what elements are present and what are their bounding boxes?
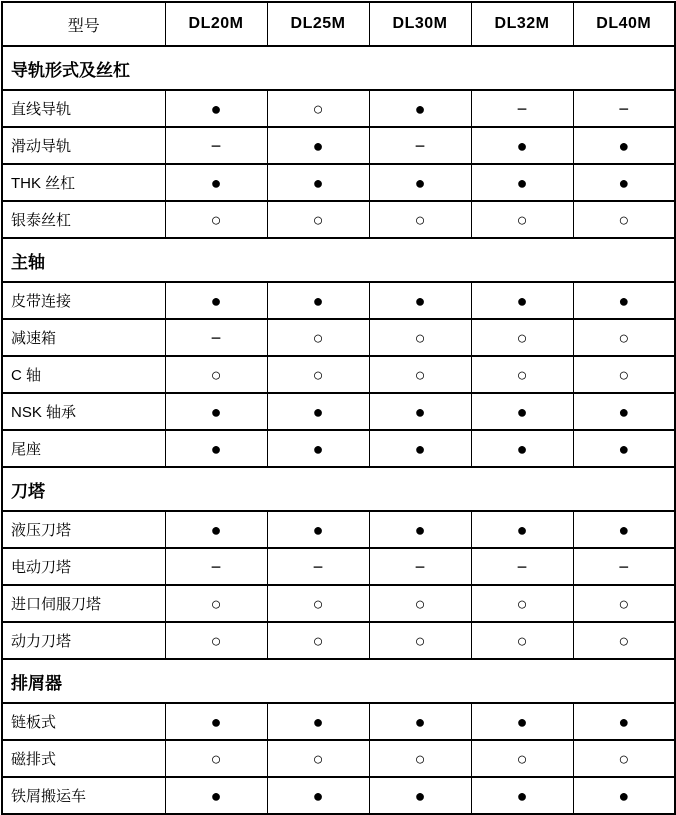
spec-row [2, 393, 675, 430]
spec-row-label: 滑动导轨 [2, 127, 165, 164]
spec-value-cell: ● [369, 90, 471, 127]
spec-row [2, 585, 675, 622]
spec-value-cell: ○ [165, 201, 267, 238]
model-column-title: 型号 [2, 2, 165, 46]
spec-value-cell: ○ [165, 622, 267, 659]
spec-value-cell: ● [369, 164, 471, 201]
spec-value-cell: ● [573, 511, 675, 548]
spec-value-cell: ● [471, 164, 573, 201]
spec-row-label: 减速箱 [2, 319, 165, 356]
spec-row-label: THK 丝杠 [2, 164, 165, 201]
spec-value-cell: ● [573, 282, 675, 319]
section-title: 排屑器 [2, 659, 675, 703]
spec-row-label: 进口伺服刀塔 [2, 585, 165, 622]
spec-value-cell: ● [165, 393, 267, 430]
spec-value-cell: − [165, 319, 267, 356]
section-row [2, 467, 675, 511]
spec-row-label: NSK 轴承 [2, 393, 165, 430]
spec-value-cell: ○ [573, 740, 675, 777]
spec-value-cell: ● [369, 777, 471, 814]
spec-row-label: 银泰丝杠 [2, 201, 165, 238]
spec-value-cell: ○ [573, 585, 675, 622]
spec-value-cell: ● [369, 282, 471, 319]
spec-row [2, 703, 675, 740]
spec-value-cell: ○ [267, 585, 369, 622]
spec-value-cell: − [573, 548, 675, 585]
spec-value-cell: ○ [471, 319, 573, 356]
spec-row [2, 319, 675, 356]
spec-value-cell: ● [471, 127, 573, 164]
spec-value-cell: ○ [573, 356, 675, 393]
spec-value-cell: − [471, 90, 573, 127]
spec-value-cell: ○ [471, 585, 573, 622]
spec-value-cell: ● [471, 777, 573, 814]
spec-value-cell: ● [165, 282, 267, 319]
spec-row-label: 液压刀塔 [2, 511, 165, 548]
spec-value-cell: ○ [165, 740, 267, 777]
spec-value-cell: ○ [471, 201, 573, 238]
section-row [2, 659, 675, 703]
spec-value-cell: − [267, 548, 369, 585]
spec-value-cell: ○ [369, 585, 471, 622]
spec-value-cell: ○ [165, 585, 267, 622]
model-header-dl40m: DL40M [573, 2, 675, 46]
spec-value-cell: − [369, 127, 471, 164]
spec-value-cell: ○ [573, 201, 675, 238]
spec-value-cell: − [369, 548, 471, 585]
spec-row [2, 548, 675, 585]
spec-value-cell: ○ [165, 356, 267, 393]
spec-value-cell: − [471, 548, 573, 585]
section-title: 刀塔 [2, 467, 675, 511]
spec-value-cell: ○ [471, 622, 573, 659]
spec-value-cell: ● [267, 164, 369, 201]
spec-value-cell: ○ [573, 319, 675, 356]
spec-value-cell: ● [267, 777, 369, 814]
spec-value-cell: ● [573, 430, 675, 467]
spec-value-cell: ○ [471, 740, 573, 777]
spec-row [2, 90, 675, 127]
spec-value-cell: ● [573, 777, 675, 814]
spec-value-cell: ● [165, 164, 267, 201]
spec-row [2, 777, 675, 814]
spec-value-cell: ○ [369, 622, 471, 659]
spec-value-cell: ● [471, 393, 573, 430]
spec-value-cell: ● [267, 703, 369, 740]
section-title: 导轨形式及丝杠 [2, 46, 675, 90]
model-header-dl20m: DL20M [165, 2, 267, 46]
spec-value-cell: ○ [267, 201, 369, 238]
section-row [2, 46, 675, 90]
spec-value-cell: ● [573, 127, 675, 164]
spec-table-body [2, 46, 675, 814]
spec-value-cell: ● [165, 430, 267, 467]
spec-value-cell: ○ [369, 201, 471, 238]
spec-row [2, 430, 675, 467]
model-header-dl32m: DL32M [471, 2, 573, 46]
spec-value-cell: ● [165, 511, 267, 548]
spec-value-cell: ● [165, 777, 267, 814]
spec-row [2, 164, 675, 201]
spec-value-cell: ● [267, 430, 369, 467]
spec-row-label: 磁排式 [2, 740, 165, 777]
spec-row [2, 622, 675, 659]
spec-value-cell: ○ [369, 740, 471, 777]
spec-value-cell: ○ [267, 356, 369, 393]
spec-value-cell: ● [267, 511, 369, 548]
spec-row-label: 直线导轨 [2, 90, 165, 127]
spec-value-cell: ● [165, 703, 267, 740]
spec-value-cell: ● [369, 511, 471, 548]
spec-row [2, 511, 675, 548]
spec-row [2, 356, 675, 393]
spec-value-cell: ○ [573, 622, 675, 659]
spec-row-label: 电动刀塔 [2, 548, 165, 585]
spec-value-cell: ● [267, 393, 369, 430]
model-header-dl30m: DL30M [369, 2, 471, 46]
spec-value-cell: ● [369, 393, 471, 430]
spec-value-cell: ○ [471, 356, 573, 393]
spec-row-label: 链板式 [2, 703, 165, 740]
model-spec-table [1, 1, 676, 815]
section-title: 主轴 [2, 238, 675, 282]
spec-row-label: 尾座 [2, 430, 165, 467]
spec-value-cell: ● [165, 90, 267, 127]
spec-value-cell: ● [267, 127, 369, 164]
spec-row-label: 动力刀塔 [2, 622, 165, 659]
spec-value-cell: ● [573, 164, 675, 201]
spec-value-cell: ● [369, 430, 471, 467]
spec-value-cell: ○ [267, 740, 369, 777]
spec-value-cell: − [165, 127, 267, 164]
spec-value-cell: − [165, 548, 267, 585]
spec-value-cell: − [573, 90, 675, 127]
spec-value-cell: ● [471, 511, 573, 548]
spec-row-label: 皮带连接 [2, 282, 165, 319]
spec-value-cell: ● [471, 430, 573, 467]
spec-value-cell: ○ [267, 319, 369, 356]
spec-value-cell: ○ [369, 319, 471, 356]
spec-row [2, 740, 675, 777]
spec-row-label: C 轴 [2, 356, 165, 393]
spec-value-cell: ● [267, 282, 369, 319]
section-row [2, 238, 675, 282]
spec-row [2, 127, 675, 164]
spec-value-cell: ○ [369, 356, 471, 393]
model-header-dl25m: DL25M [267, 2, 369, 46]
header-row [2, 2, 675, 46]
spec-value-cell: ○ [267, 90, 369, 127]
spec-value-cell: ● [471, 282, 573, 319]
spec-row-label: 铁屑搬运车 [2, 777, 165, 814]
spec-value-cell: ● [573, 393, 675, 430]
spec-value-cell: ● [573, 703, 675, 740]
spec-value-cell: ● [471, 703, 573, 740]
spec-row [2, 282, 675, 319]
spec-value-cell: ● [369, 703, 471, 740]
spec-row [2, 201, 675, 238]
spec-value-cell: ○ [267, 622, 369, 659]
